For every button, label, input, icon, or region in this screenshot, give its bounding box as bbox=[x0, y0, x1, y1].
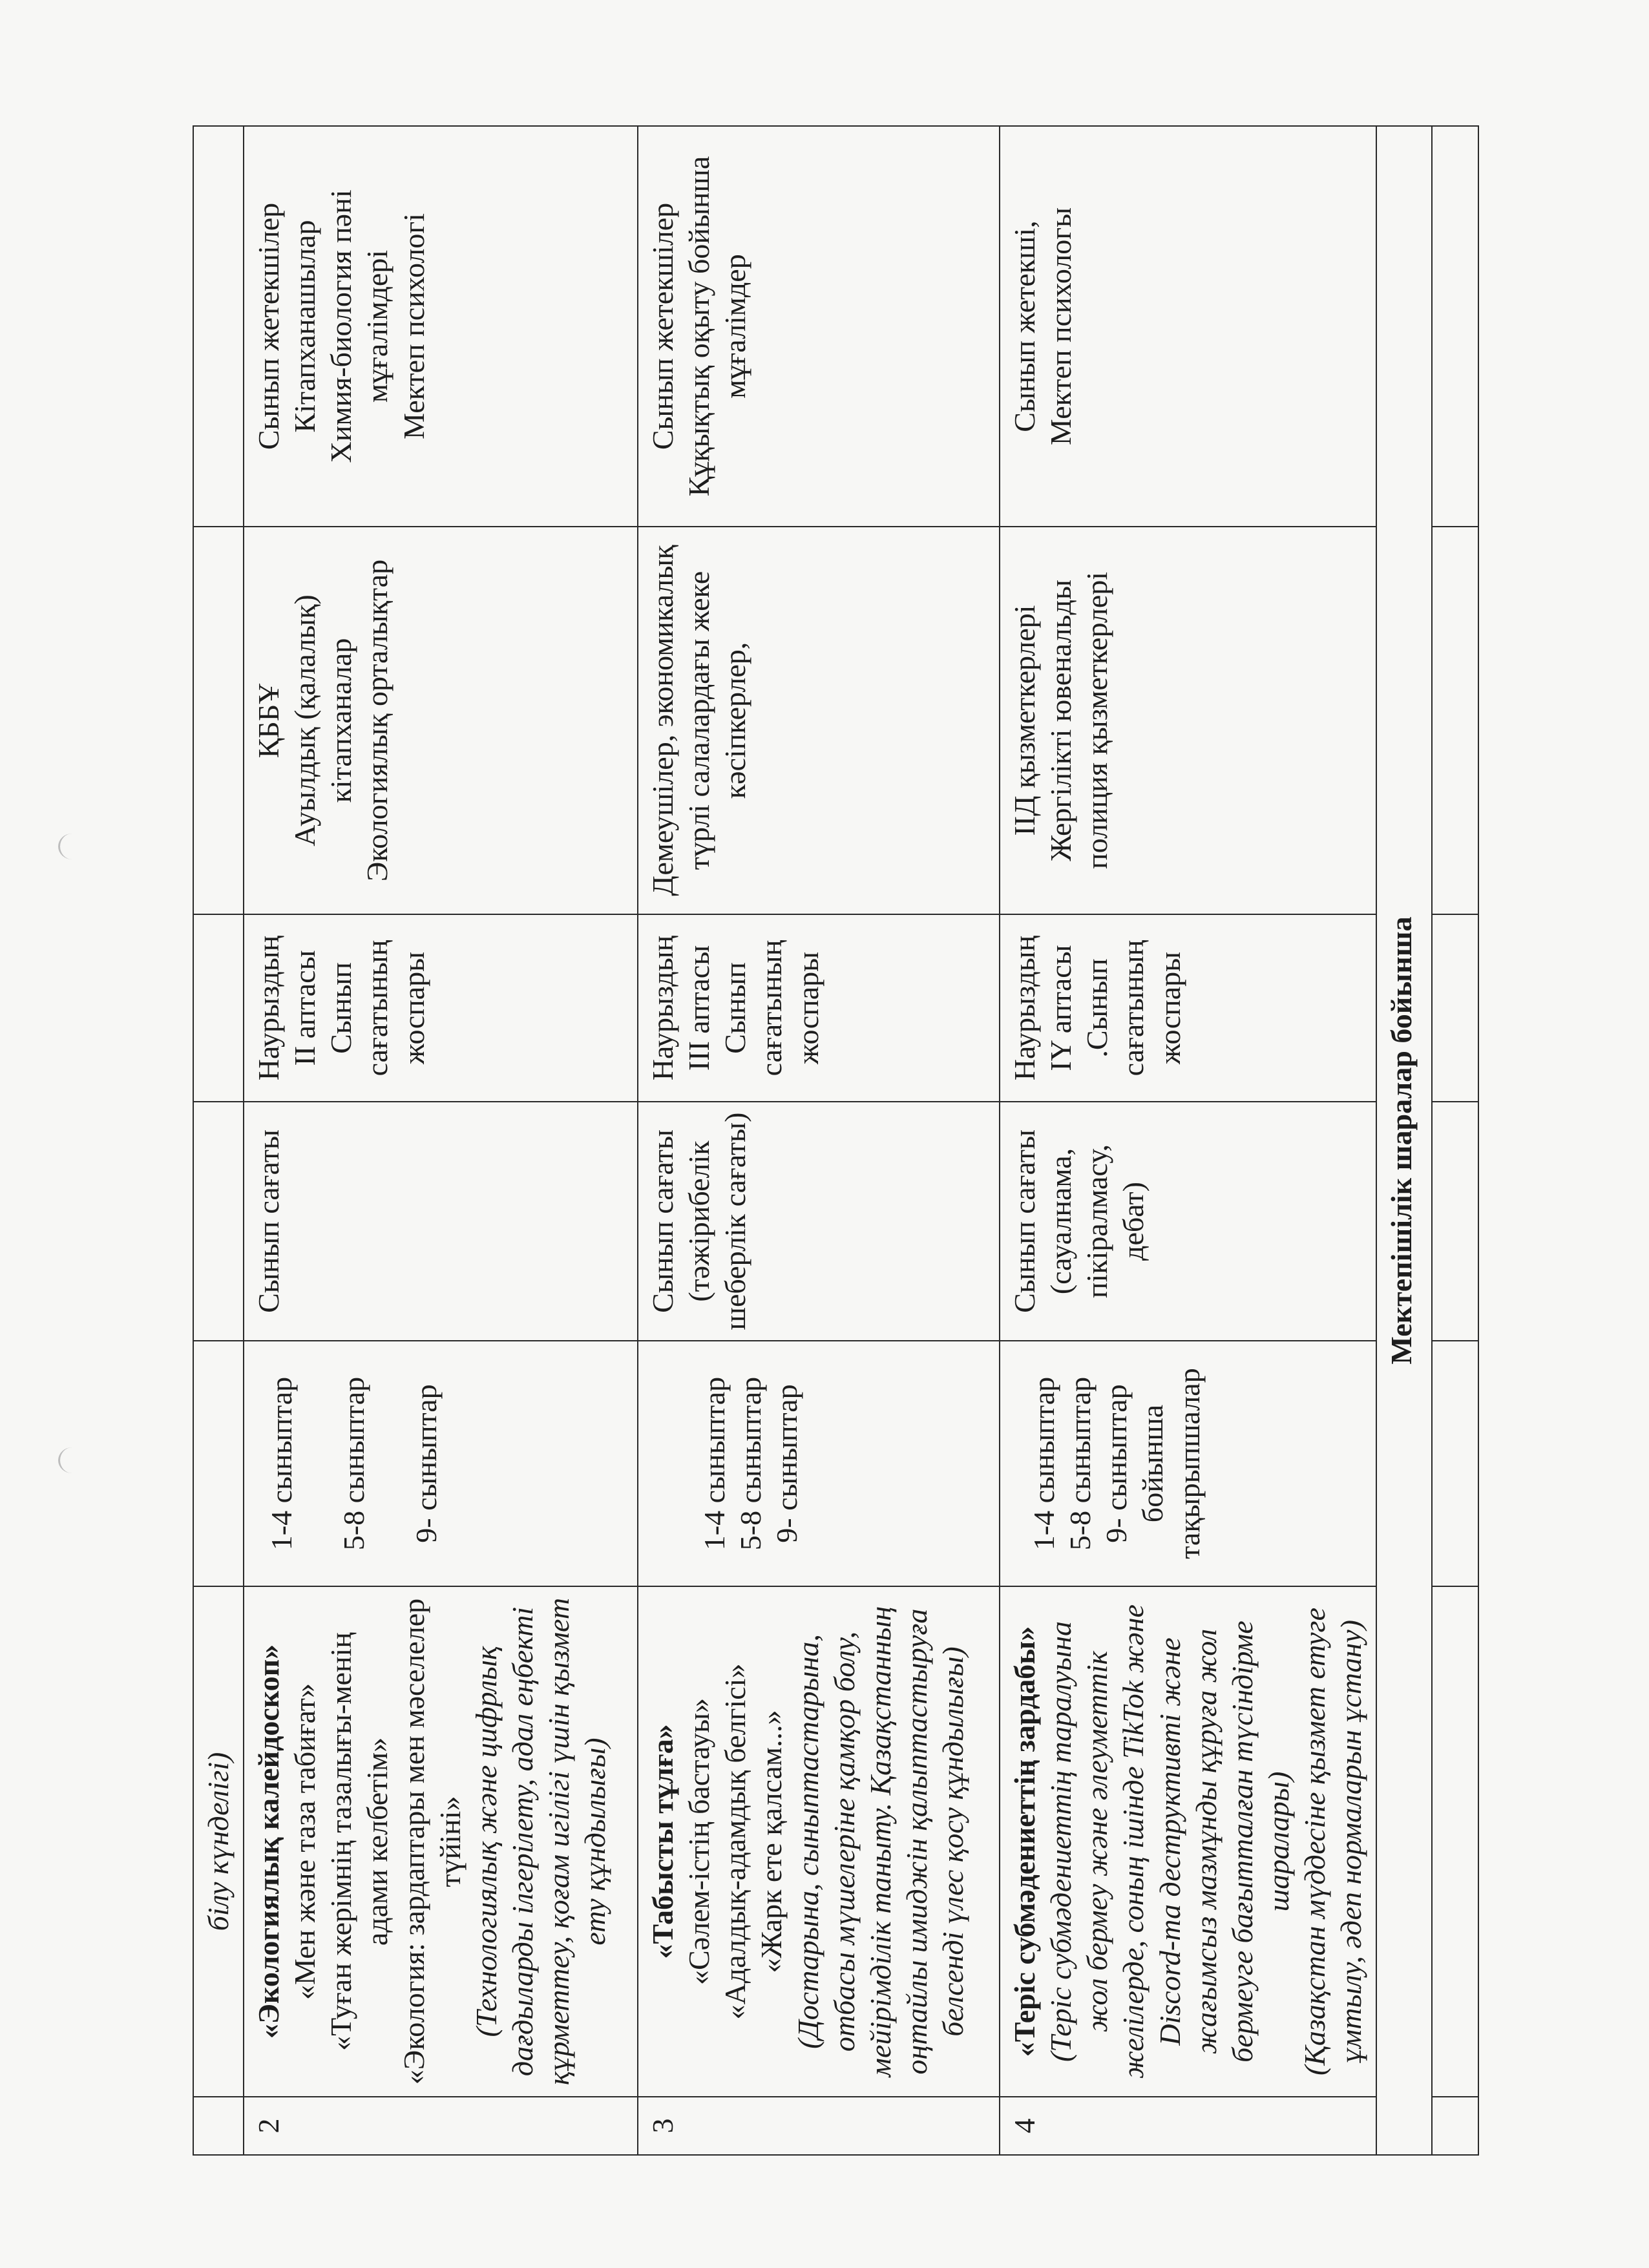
class-group: 5-8 сыныптар bbox=[337, 1376, 371, 1551]
row-number: 4 bbox=[1000, 2097, 1376, 2155]
class-group: 5-8 сыныптар bbox=[1064, 1376, 1097, 1551]
responsible: Сынып жетекшілер bbox=[252, 202, 286, 450]
plan-table bbox=[193, 125, 1479, 2156]
class-group: 1-4 сыныптар bbox=[265, 1376, 299, 1551]
class-group: 1-4 сыныптар bbox=[1027, 1376, 1061, 1551]
class-group: 9- сыныптар bbox=[410, 1384, 443, 1543]
responsible: Құқықтық оқыту бойынша мұғалімдер bbox=[682, 156, 752, 497]
event-cell bbox=[1000, 1586, 1376, 2097]
event-line: «Экология: зардаптары мен мәселелер түйіні» bbox=[397, 1598, 467, 2085]
partner: Жергілікті ювенальды полиция қызметкерлері bbox=[1044, 571, 1114, 870]
responsible: Сынып жетекші, bbox=[1008, 220, 1042, 432]
event-title: «Экологиялық калейдоскоп» bbox=[252, 1644, 286, 2039]
previous-row-text: білу күнделігі) bbox=[193, 1586, 244, 2097]
class-group: 1-4 сыныптар bbox=[698, 1376, 731, 1551]
responsible-cell bbox=[244, 126, 638, 527]
responsible: Мектеп психологі bbox=[397, 213, 430, 439]
partner: ІІД қызметкерлері bbox=[1008, 605, 1042, 836]
event-note: (Теріс субмәдениеттің таралуына жол бермеу және әлеуметтік желілерде, соның ішінде TikTok және Discord-та деструктивті және жағымсыз мазмұнды құруға жол бермеуге бағытталған түсіндірме шаралары) bbox=[1044, 1604, 1295, 2079]
row-number: 2 bbox=[244, 2097, 638, 2155]
event-note: (Достарына, сыныптастарына, отбасы мүшелеріне қамқор болу, мейірімділік таныту. Қазақстанның оңтайлы имиджін қалыптастыруға белсенді үлес қосу құндылығы) bbox=[791, 1606, 969, 2077]
responsible: Кітапханашылар bbox=[288, 220, 322, 433]
time-cell: Наурыздың IY аптасы .Сынып сағатының жоспары bbox=[1000, 914, 1376, 1102]
time-cell: Наурыздың III аптасы Сынып сағатының жоспары bbox=[638, 914, 1000, 1102]
table-row bbox=[1000, 126, 1376, 2155]
class-group: 9- сыныптар бойынша тақырыпшалар bbox=[1100, 1368, 1206, 1559]
responsible: Химия-биология пәні мұғалімдері bbox=[324, 189, 394, 463]
time-cell: Наурыздың II аптасы Сынып сағатының жоспары bbox=[244, 914, 638, 1102]
partner: ҚББҰ bbox=[252, 682, 286, 759]
event-line: «Сәлем-істің бастауы» bbox=[682, 1698, 716, 1985]
class-group: 9- сыныптар bbox=[770, 1384, 804, 1543]
scan-staple-mark bbox=[58, 834, 86, 859]
event-note: (Технологиялық және цифрлық дағдыларды ілгерілету, адал еңбекті құрметтеу, қоғам игілігі үшін қызмет ету құндылығы) bbox=[469, 1597, 612, 2086]
section-row bbox=[1376, 126, 1432, 2155]
classes-cell bbox=[1000, 1341, 1376, 1586]
table-row bbox=[638, 126, 1000, 2155]
responsible: Сынып жетекшілер bbox=[646, 202, 680, 450]
partners-cell bbox=[1000, 527, 1376, 914]
empty-row bbox=[1432, 126, 1478, 2155]
event-line: «Мен және таза табиғат» bbox=[288, 1683, 322, 2000]
partners-cell bbox=[638, 527, 1000, 914]
partner: Ауылдық (қалалық) кітапханалар bbox=[288, 594, 358, 846]
partners-cell bbox=[244, 527, 638, 914]
previous-row-fragment bbox=[193, 126, 244, 2155]
class-group: 5-8 сыныптар bbox=[734, 1376, 768, 1551]
classes-cell bbox=[244, 1341, 638, 1586]
partner: Экологиялық орталықтар bbox=[361, 559, 394, 882]
event-line: «Жарк ете қалсам...» bbox=[755, 1710, 788, 1973]
responsible-cell bbox=[638, 126, 1000, 527]
row-number: 3 bbox=[638, 2097, 1000, 2155]
event-line: «Туған жерімнің тазалығы-менің адами келбетім» bbox=[324, 1632, 394, 2051]
event-title: «Теріс субмәдениеттің зардабы» bbox=[1008, 1626, 1042, 2057]
rotated-page bbox=[193, 127, 1418, 2156]
form-cell: Сынып сағаты (тәжірибелік шеберлік сағаты) bbox=[638, 1102, 1000, 1341]
responsible-cell bbox=[1000, 126, 1376, 527]
event-line: «Адалдық-адамдық белгісі» bbox=[719, 1663, 752, 2020]
event-note-2: (Қазақстан мүддесіне қызмет етуге ұмтылу, әдеп нормаларын ұстану) bbox=[1297, 1607, 1368, 2076]
event-cell bbox=[244, 1586, 638, 2097]
responsible: Мектеп психологы bbox=[1044, 207, 1078, 446]
classes-cell bbox=[638, 1341, 1000, 1586]
partner: Демеушілер, экономикалық түрлі салалардағы жеке кәсіпкерлер, bbox=[646, 545, 752, 896]
form-cell: Сынып сағаты (сауалнама, пікіралмасу, дебат) bbox=[1000, 1102, 1376, 1341]
section-heading: Мектепішілік шаралар бойынша bbox=[1376, 126, 1432, 2155]
scan-staple-mark bbox=[58, 1447, 86, 1473]
form-cell: Сынып сағаты bbox=[244, 1102, 638, 1341]
event-title: «Табысты тұлға» bbox=[646, 1724, 680, 1959]
event-cell bbox=[638, 1586, 1000, 2097]
table-row bbox=[244, 126, 638, 2155]
